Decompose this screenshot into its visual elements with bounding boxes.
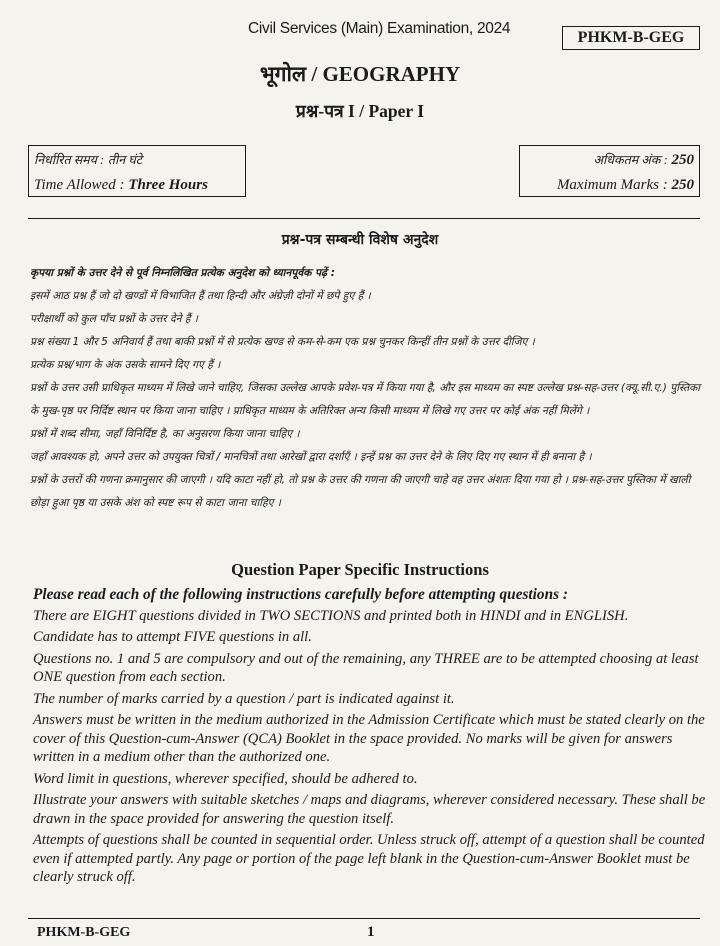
marks-english-value: 250 xyxy=(671,177,694,193)
footer-paper-code: PHKM-B-GEG xyxy=(37,925,131,940)
english-instruction-item: Word limit in questions, wherever specified, should be adhered to. xyxy=(33,770,418,787)
english-instructions xyxy=(33,586,708,890)
english-instruction-item: Attempts of questions shall be counted in sequential order. Unless struck off, attempt of a question shall be counted even if attempted partly. Any page or portion of the page left blank in the Question-cum-Answer Booklet must be clearly struck off. xyxy=(33,832,705,885)
hindi-instructions-heading: प्रश्न-पत्र सम्बन्धी विशेष अनुदेश xyxy=(281,232,439,248)
time-allowed-box xyxy=(28,145,246,197)
time-allowed-english xyxy=(34,173,240,198)
marks-english-label: Maximum Marks : xyxy=(556,177,668,193)
paper-code-box: PHKM-B-GEG xyxy=(562,26,700,50)
time-english-label: Time Allowed : xyxy=(34,177,125,193)
english-instruction-item: The number of marks carried by a question / part is indicated against it. xyxy=(33,690,455,707)
hindi-instruction-item: परीक्षार्थी को कुल पाँच प्रश्नों के उत्तर देने हैं । xyxy=(30,313,198,325)
english-instruction-item: Candidate has to attempt FIVE questions in all. xyxy=(33,629,312,645)
time-hindi-value: तीन घंटे xyxy=(107,153,143,167)
english-instructions-heading: Question Paper Specific Instructions xyxy=(231,560,489,579)
hindi-instruction-item: प्रत्येक प्रश्न/भाग के अंक उसके सामने दिए गए हैं । xyxy=(30,359,221,371)
section-divider xyxy=(28,218,700,219)
marks-english xyxy=(525,173,694,198)
hindi-instruction-item: प्रश्नों के उत्तर उसी प्राधिकृत माध्यम में लिखे जाने चाहिए, जिसका उल्लेख आपके प्रवेश-पत्र में किया गया है, और इस माध्यम का स्पष्ट उल्लेख प्रश्न-सह-उत्तर (क्यू.सी.ए.) पुस्तिका के मुख-पृष्ठ पर निर्दिष्ट स्थान पर किया जाना चाहिए । प्राधिकृत माध्यम के अतिरिक्त अन्य किसी माध्यम में लिखे गए उत्तर पर कोई अंक नहीं मिलेंगे । xyxy=(30,382,701,417)
marks-hindi xyxy=(525,148,694,173)
subject-title: भूगोल / GEOGRAPHY xyxy=(259,62,461,86)
maximum-marks-box xyxy=(519,145,700,197)
hindi-instruction-item: प्रश्नों में शब्द सीमा, जहाँ विनिर्दिष्ट है, का अनुसरण किया जाना चाहिए । xyxy=(30,428,300,440)
page-number: 1 xyxy=(367,924,375,940)
hindi-instructions-lead: कृपया प्रश्नों के उत्तर देने से पूर्व निम्नलिखित प्रत्येक अनुदेश को ध्यानपूर्वक पढ़ें : xyxy=(30,267,335,279)
hindi-instruction-item: इसमें आठ प्रश्न हैं जो दो खण्डों में विभाजित हैं तथा हिन्दी और अंग्रेज़ी दोनों में छपे हुए हैं । xyxy=(30,290,371,302)
time-allowed-hindi xyxy=(34,148,240,173)
footer-divider xyxy=(28,918,700,919)
english-instruction-item: Answers must be written in the medium authorized in the Admission Certificate which must be stated clearly on the cover of this Question-cum-Answer (QCA) Booklet in the space provided. No marks will be given for answers written in a medium other than the authorized one. xyxy=(33,712,705,765)
hindi-instruction-item: प्रश्न संख्या 1 और 5 अनिवार्य हैं तथा बाकी प्रश्नों में से प्रत्येक खण्ड से कम-से-कम एक प्रश्न चुनकर किन्हीं तीन प्रश्नों के उत्तर दीजिए । xyxy=(30,336,535,348)
english-instruction-item: Questions no. 1 and 5 are compulsory and out of the remaining, any THREE are to be attempted choosing at least ONE question from each section. xyxy=(33,650,699,685)
english-instruction-item: Illustrate your answers with suitable sketches / maps and diagrams, wherever considered necessary. These shall be drawn in the space provided for answering the question itself. xyxy=(33,792,706,827)
english-instructions-lead: Please read each of the following instructions carefully before attempting questions : xyxy=(33,586,568,603)
exam-title: Civil Services (Main) Examination, 2024 xyxy=(248,20,511,37)
hindi-instruction-item: प्रश्नों के उत्तरों की गणना क्रमानुसार की जाएगी । यदि काटा नहीं हो, तो प्रश्न के उत्तर की गणना की जाएगी चाहे वह उत्तर अंशतः दिया गया हो । प्रश्न-सह-उत्तर पुस्तिका में खाली छोड़ा हुआ पृष्ठ या उसके अंश को स्पष्ट रूप से काटा जाना चाहिए । xyxy=(30,474,691,509)
paper-title: प्रश्न-पत्र I / Paper I xyxy=(295,101,425,121)
hindi-instructions xyxy=(30,262,700,515)
time-english-value: Three Hours xyxy=(128,177,208,193)
english-instruction-item: There are EIGHT questions divided in TWO SECTIONS and printed both in HINDI and in ENGLISH. xyxy=(33,607,629,624)
marks-hindi-label: अधिकतम अंक : xyxy=(593,153,668,167)
hindi-instruction-item: जहाँ आवश्यक हो, अपने उत्तर को उपयुक्त चित्रों / मानचित्रों तथा आरेखों द्वारा दर्शाएँ । इन्हें प्रश्न का उत्तर देने के लिए दिए गए स्थान में ही बनाना है । xyxy=(30,451,592,463)
marks-hindi-value: 250 xyxy=(671,152,694,168)
time-hindi-label: निर्धारित समय : xyxy=(34,153,105,167)
